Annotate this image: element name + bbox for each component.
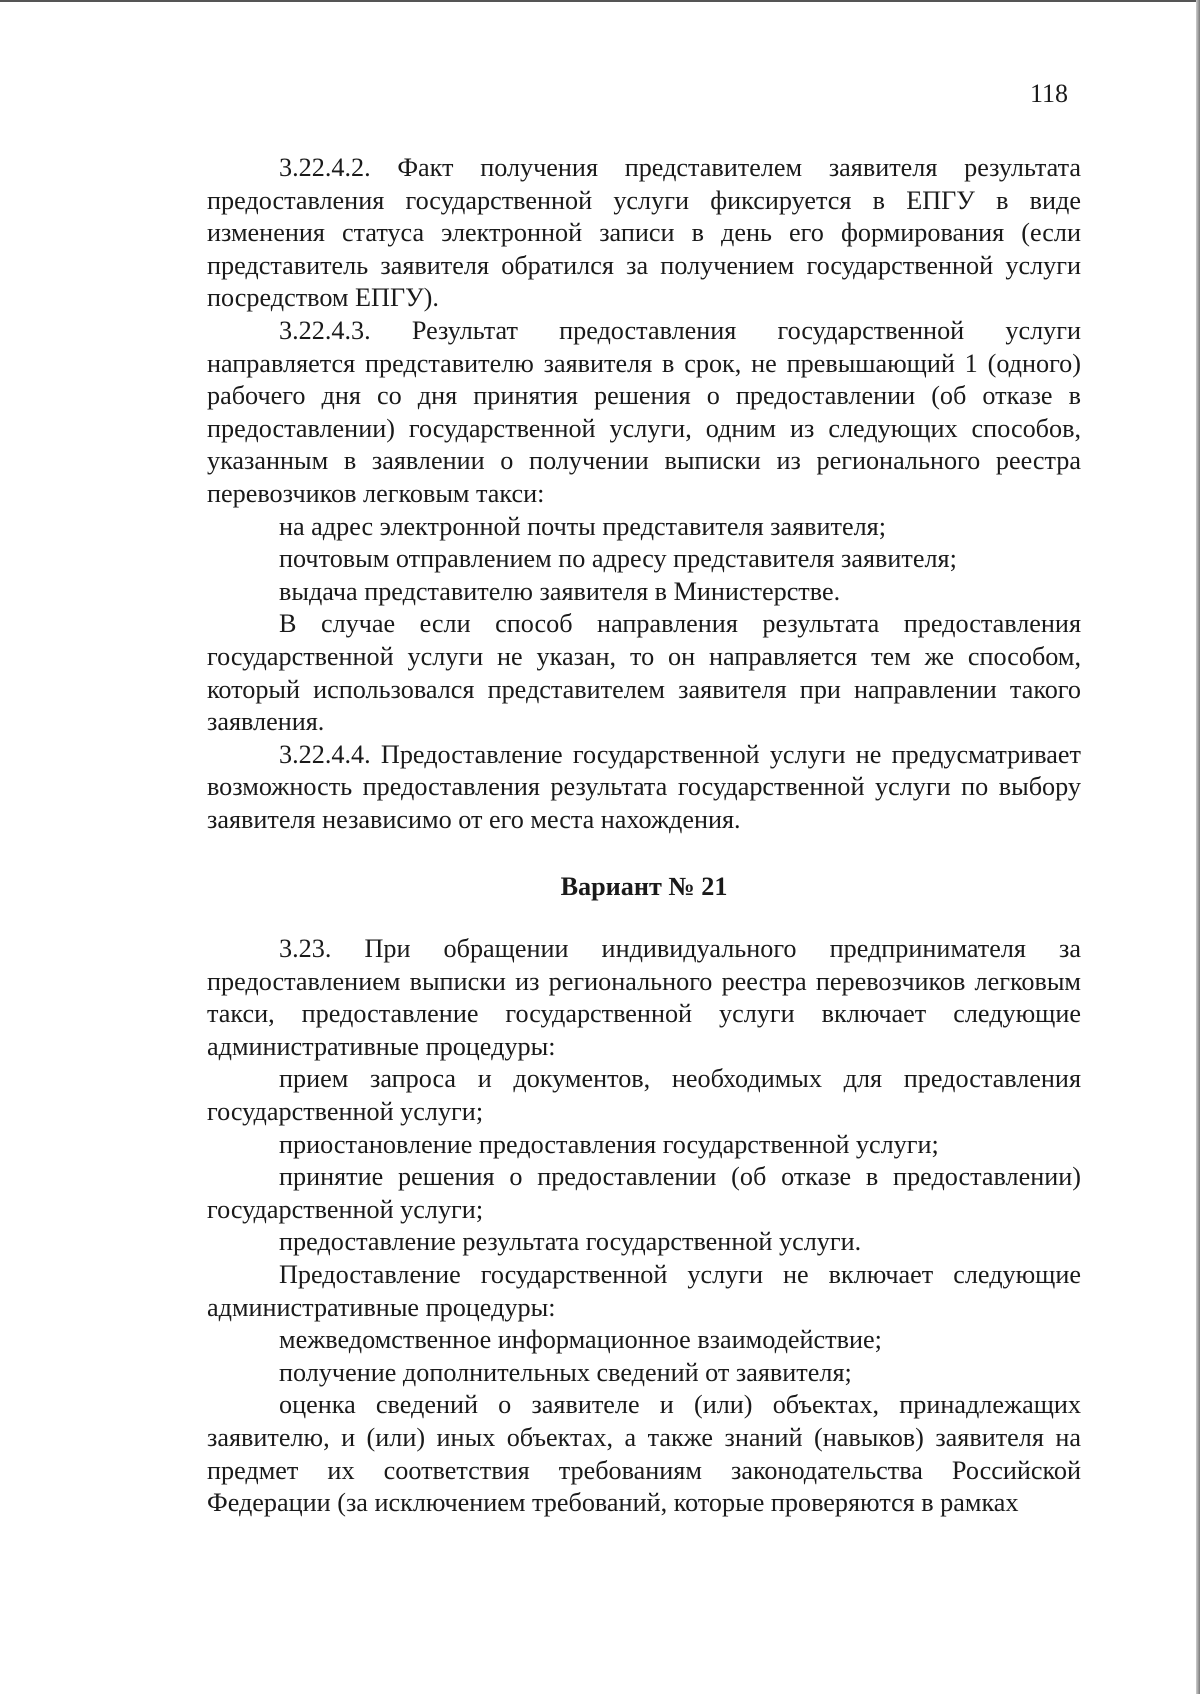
document-body [207,152,1081,1520]
paragraph-not-included: Предоставление государственной услуги не включает следующие административные процедуры: [207,1260,1081,1322]
procedure-item-decision: принятие решения о предоставлении (об отказе в предоставлении) государственной услуги; [207,1162,1081,1224]
scan-right-edge [1196,0,1200,1694]
paragraph-method-not-specified: В случае если способ направления результата предоставления государственной услуги не указан, то он направляется тем же способом, который использовался представителем заявителя при направлении такого заявления. [207,609,1081,737]
excluded-item-assessment: оценка сведений о заявителе и (или) объектах, принадлежащих заявителю, и (или) иных объектах, а также знаний (навыков) заявителя на предмет их соответствия требованиям законодательства Российской Федерации (за исключением требований, которые проверяются в рамках [207,1390,1081,1518]
paragraph-3-22-4-2: 3.22.4.2. Факт получения представителем заявителя результата предоставления государственной услуги фиксируется в ЕПГУ в виде изменения статуса электронной записи в день его формирования (если представитель заявителя обратился за получением государственной услуги посредством ЕПГУ). [207,153,1081,313]
paragraph-3-23: 3.23. При обращении индивидуального предпринимателя за предоставлением выписки из регионального реестра перевозчиков легковым такси, предоставление государственной услуги включает следующие административные процедуры: [207,934,1081,1061]
scan-top-edge [0,0,1200,2]
list-item-ministry: выдача представителю заявителя в Министерстве. [279,576,841,606]
excluded-item-interaction: межведомственное информационное взаимодействие; [279,1325,882,1355]
list-item-post: почтовым отправлением по адресу представителя заявителя; [279,544,957,574]
procedure-item-result: предоставление результата государственной услуги. [279,1227,862,1257]
paragraph-3-22-4-4: 3.22.4.4. Предоставление государственной услуги не предусматривает возможность предоставления результата государственной услуги по выбору заявителя независимо от его места нахождения. [207,739,1081,834]
paragraph-3-22-4-3: 3.22.4.3. Результат предоставления государственной услуги направляется представителю заявителя в срок, не превышающий 1 (одного) рабочего дня со дня принятия решения о предоставлении (об отказе в предоставлении) государственной услуги, одним из следующих способов, указанным в заявлении о получении выписки из регионального реестра перевозчиков легковым такси: [207,315,1081,508]
excluded-item-additional-info: получение дополнительных сведений от заявителя; [279,1357,852,1387]
page-number: 118 [1030,79,1069,108]
list-item-email: на адрес электронной почты представителя заявителя; [279,511,887,541]
procedure-item-suspension: приостановление предоставления государственной услуги; [279,1129,939,1159]
section-heading: Вариант № 21 [560,872,728,902]
procedure-item-request: прием запроса и документов, необходимых для предоставления государственной услуги; [207,1064,1081,1127]
